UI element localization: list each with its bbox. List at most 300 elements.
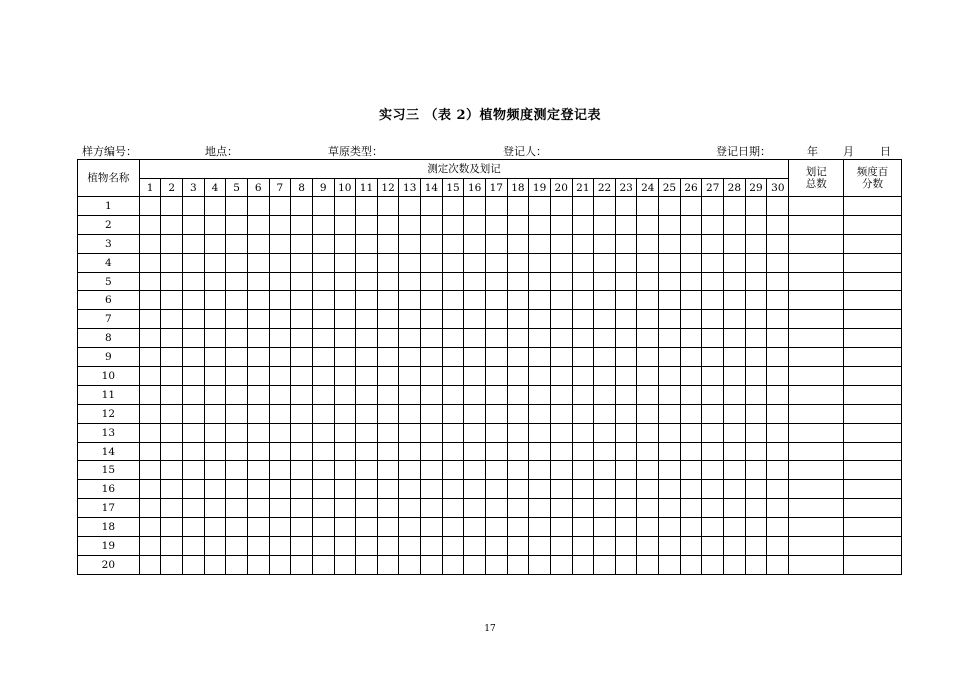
blank-cell <box>226 348 248 367</box>
blank-cell <box>334 329 356 348</box>
blank-cell <box>745 480 767 499</box>
blank-cell <box>139 385 161 404</box>
row-number-cell: 8 <box>78 329 140 348</box>
blank-cell <box>572 404 594 423</box>
row-number-cell: 13 <box>78 423 140 442</box>
blank-cell <box>550 310 572 329</box>
blank-cell <box>724 442 746 461</box>
table-row <box>78 499 902 518</box>
measure-number-cell: 7 <box>269 179 291 197</box>
blank-cell <box>204 423 226 442</box>
row-number-cell: 6 <box>78 291 140 310</box>
blank-cell <box>529 518 551 537</box>
blank-cell <box>291 329 313 348</box>
blank-cell <box>529 310 551 329</box>
blank-cell <box>442 291 464 310</box>
blank-cell <box>226 197 248 216</box>
blank-cell <box>572 499 594 518</box>
blank-cell <box>724 367 746 386</box>
blank-cell <box>767 253 789 272</box>
blank-cell <box>572 385 594 404</box>
blank-cell <box>745 291 767 310</box>
blank-cell <box>680 329 702 348</box>
blank-cell <box>637 423 659 442</box>
blank-cell <box>724 291 746 310</box>
blank-cell <box>183 291 205 310</box>
table-row <box>78 423 902 442</box>
blank-cell <box>334 518 356 537</box>
blank-cell <box>139 461 161 480</box>
blank-cell <box>529 197 551 216</box>
blank-cell <box>594 442 616 461</box>
blank-cell <box>334 385 356 404</box>
blank-cell <box>680 423 702 442</box>
percent-header <box>844 160 902 197</box>
blank-cell <box>464 329 486 348</box>
blank-cell <box>204 348 226 367</box>
blank-cell <box>507 310 529 329</box>
blank-cell <box>594 518 616 537</box>
blank-cell <box>464 423 486 442</box>
blank-cell <box>247 367 269 386</box>
blank-cell <box>442 537 464 556</box>
blank-cell <box>421 272 443 291</box>
blank-cell <box>529 480 551 499</box>
blank-cell <box>291 385 313 404</box>
blank-cell <box>615 215 637 234</box>
blank-cell <box>464 480 486 499</box>
blank-cell <box>139 234 161 253</box>
blank-cell <box>789 367 844 386</box>
blank-cell <box>615 291 637 310</box>
blank-cell <box>702 537 724 556</box>
blank-cell <box>247 197 269 216</box>
blank-cell <box>507 385 529 404</box>
blank-cell <box>183 272 205 291</box>
blank-cell <box>204 537 226 556</box>
blank-cell <box>139 555 161 574</box>
blank-cell <box>789 499 844 518</box>
blank-cell <box>702 329 724 348</box>
blank-cell <box>269 310 291 329</box>
blank-cell <box>377 253 399 272</box>
blank-cell <box>464 442 486 461</box>
blank-cell <box>724 555 746 574</box>
blank-cell <box>680 480 702 499</box>
blank-cell <box>572 367 594 386</box>
blank-cell <box>247 329 269 348</box>
blank-cell <box>334 215 356 234</box>
blank-cell <box>844 234 902 253</box>
location-label: 地点： <box>205 145 238 158</box>
blank-cell <box>399 253 421 272</box>
blank-cell <box>247 291 269 310</box>
blank-cell <box>680 215 702 234</box>
blank-cell <box>844 423 902 442</box>
blank-cell <box>529 555 551 574</box>
blank-cell <box>507 461 529 480</box>
blank-cell <box>421 234 443 253</box>
blank-cell <box>226 253 248 272</box>
blank-cell <box>269 499 291 518</box>
row-number-cell: 9 <box>78 348 140 367</box>
blank-cell <box>269 518 291 537</box>
blank-cell <box>226 310 248 329</box>
blank-cell <box>291 215 313 234</box>
blank-cell <box>312 404 334 423</box>
blank-cell <box>615 253 637 272</box>
measure-number-cell: 22 <box>594 179 616 197</box>
blank-cell <box>485 442 507 461</box>
blank-cell <box>507 272 529 291</box>
blank-cell <box>507 234 529 253</box>
blank-cell <box>844 537 902 556</box>
blank-cell <box>767 215 789 234</box>
blank-cell <box>356 555 378 574</box>
blank-cell <box>529 442 551 461</box>
blank-cell <box>291 461 313 480</box>
blank-cell <box>767 310 789 329</box>
blank-cell <box>247 555 269 574</box>
page-title: 实习三 （表 2）植物频度测定登记表 <box>378 108 602 123</box>
blank-cell <box>291 480 313 499</box>
blank-cell <box>183 367 205 386</box>
blank-cell <box>247 310 269 329</box>
blank-cell <box>139 348 161 367</box>
blank-cell <box>745 234 767 253</box>
blank-cell <box>680 367 702 386</box>
blank-cell <box>226 234 248 253</box>
blank-cell <box>594 385 616 404</box>
blank-cell <box>421 423 443 442</box>
blank-cell <box>183 385 205 404</box>
blank-cell <box>399 234 421 253</box>
blank-cell <box>269 555 291 574</box>
blank-cell <box>594 461 616 480</box>
blank-cell <box>659 310 681 329</box>
blank-cell <box>247 385 269 404</box>
blank-cell <box>615 404 637 423</box>
blank-cell <box>594 291 616 310</box>
blank-cell <box>767 348 789 367</box>
blank-cell <box>161 197 183 216</box>
blank-cell <box>161 442 183 461</box>
blank-cell <box>529 367 551 386</box>
blank-cell <box>745 367 767 386</box>
blank-cell <box>161 480 183 499</box>
blank-cell <box>702 423 724 442</box>
measure-number-cell: 11 <box>356 179 378 197</box>
blank-cell <box>637 215 659 234</box>
blank-cell <box>269 291 291 310</box>
blank-cell <box>724 197 746 216</box>
blank-cell <box>312 442 334 461</box>
blank-cell <box>507 329 529 348</box>
blank-cell <box>421 197 443 216</box>
blank-cell <box>680 310 702 329</box>
blank-cell <box>789 385 844 404</box>
blank-cell <box>572 442 594 461</box>
blank-cell <box>637 234 659 253</box>
blank-cell <box>659 215 681 234</box>
measure-number-cell: 6 <box>247 179 269 197</box>
blank-cell <box>529 291 551 310</box>
blank-cell <box>442 385 464 404</box>
blank-cell <box>659 291 681 310</box>
table-row <box>78 461 902 480</box>
measure-number-cell: 24 <box>637 179 659 197</box>
total-header-line-2: 总数 <box>805 178 827 190</box>
blank-cell <box>399 499 421 518</box>
blank-cell <box>226 291 248 310</box>
blank-cell <box>377 461 399 480</box>
blank-cell <box>269 272 291 291</box>
blank-cell <box>183 461 205 480</box>
blank-cell <box>745 461 767 480</box>
blank-cell <box>615 518 637 537</box>
blank-cell <box>161 555 183 574</box>
blank-cell <box>399 329 421 348</box>
blank-cell <box>226 518 248 537</box>
blank-cell <box>702 518 724 537</box>
blank-cell <box>767 480 789 499</box>
blank-cell <box>745 423 767 442</box>
blank-cell <box>702 555 724 574</box>
blank-cell <box>507 253 529 272</box>
blank-cell <box>312 197 334 216</box>
blank-cell <box>312 234 334 253</box>
frequency-table <box>77 159 902 575</box>
blank-cell <box>421 310 443 329</box>
blank-cell <box>291 197 313 216</box>
blank-cell <box>269 385 291 404</box>
blank-cell <box>637 461 659 480</box>
blank-cell <box>702 367 724 386</box>
blank-cell <box>767 197 789 216</box>
blank-cell <box>702 215 724 234</box>
blank-cell <box>377 480 399 499</box>
blank-cell <box>442 404 464 423</box>
blank-cell <box>226 461 248 480</box>
blank-cell <box>226 423 248 442</box>
blank-cell <box>291 234 313 253</box>
blank-cell <box>399 480 421 499</box>
blank-cell <box>550 348 572 367</box>
reg-date-label: 登记日期： <box>716 145 771 158</box>
blank-cell <box>529 537 551 556</box>
blank-cell <box>377 518 399 537</box>
blank-cell <box>789 215 844 234</box>
blank-cell <box>399 367 421 386</box>
blank-cell <box>269 537 291 556</box>
blank-cell <box>421 518 443 537</box>
blank-cell <box>356 310 378 329</box>
blank-cell <box>183 215 205 234</box>
blank-cell <box>529 499 551 518</box>
blank-cell <box>161 499 183 518</box>
blank-cell <box>356 499 378 518</box>
blank-cell <box>356 404 378 423</box>
blank-cell <box>637 272 659 291</box>
blank-cell <box>442 442 464 461</box>
blank-cell <box>680 272 702 291</box>
blank-cell <box>269 442 291 461</box>
blank-cell <box>767 329 789 348</box>
blank-cell <box>377 291 399 310</box>
blank-cell <box>745 442 767 461</box>
blank-cell <box>183 348 205 367</box>
blank-cell <box>377 423 399 442</box>
blank-cell <box>724 310 746 329</box>
blank-cell <box>724 234 746 253</box>
blank-cell <box>572 518 594 537</box>
blank-cell <box>247 404 269 423</box>
blank-cell <box>529 385 551 404</box>
measure-header: 测定次数及划记 <box>139 160 789 179</box>
blank-cell <box>659 518 681 537</box>
blank-cell <box>421 480 443 499</box>
blank-cell <box>399 385 421 404</box>
blank-cell <box>844 272 902 291</box>
blank-cell <box>485 537 507 556</box>
blank-cell <box>702 404 724 423</box>
blank-cell <box>226 272 248 291</box>
blank-cell <box>550 385 572 404</box>
measure-number-cell: 26 <box>680 179 702 197</box>
blank-cell <box>464 555 486 574</box>
blank-cell <box>594 555 616 574</box>
blank-cell <box>247 272 269 291</box>
blank-cell <box>377 367 399 386</box>
blank-cell <box>269 480 291 499</box>
blank-cell <box>844 197 902 216</box>
blank-cell <box>485 215 507 234</box>
measure-number-cell: 19 <box>529 179 551 197</box>
blank-cell <box>247 480 269 499</box>
blank-cell <box>442 423 464 442</box>
blank-cell <box>572 197 594 216</box>
blank-cell <box>204 404 226 423</box>
blank-cell <box>183 499 205 518</box>
blank-cell <box>356 367 378 386</box>
blank-cell <box>291 499 313 518</box>
blank-cell <box>247 537 269 556</box>
blank-cell <box>789 291 844 310</box>
blank-cell <box>399 215 421 234</box>
blank-cell <box>680 518 702 537</box>
blank-cell <box>312 423 334 442</box>
measure-number-cell: 12 <box>377 179 399 197</box>
blank-cell <box>594 253 616 272</box>
blank-cell <box>594 367 616 386</box>
blank-cell <box>550 197 572 216</box>
blank-cell <box>550 367 572 386</box>
blank-cell <box>572 329 594 348</box>
blank-cell <box>421 385 443 404</box>
blank-cell <box>485 555 507 574</box>
blank-cell <box>442 329 464 348</box>
blank-cell <box>269 197 291 216</box>
blank-cell <box>659 348 681 367</box>
measure-number-cell: 13 <box>399 179 421 197</box>
blank-cell <box>204 442 226 461</box>
blank-cell <box>637 253 659 272</box>
blank-cell <box>594 423 616 442</box>
blank-cell <box>767 537 789 556</box>
blank-cell <box>529 404 551 423</box>
blank-cell <box>356 537 378 556</box>
blank-cell <box>356 385 378 404</box>
blank-cell <box>767 461 789 480</box>
measure-number-cell: 5 <box>226 179 248 197</box>
blank-cell <box>356 291 378 310</box>
blank-cell <box>550 234 572 253</box>
blank-cell <box>702 442 724 461</box>
blank-cell <box>247 518 269 537</box>
blank-cell <box>377 404 399 423</box>
blank-cell <box>356 329 378 348</box>
blank-cell <box>615 537 637 556</box>
blank-cell <box>637 480 659 499</box>
blank-cell <box>637 442 659 461</box>
blank-cell <box>442 480 464 499</box>
blank-cell <box>442 310 464 329</box>
blank-cell <box>356 197 378 216</box>
blank-cell <box>844 555 902 574</box>
blank-cell <box>680 555 702 574</box>
blank-cell <box>572 555 594 574</box>
blank-cell <box>702 234 724 253</box>
blank-cell <box>550 423 572 442</box>
blank-cell <box>789 480 844 499</box>
table-row <box>78 291 902 310</box>
blank-cell <box>291 404 313 423</box>
blank-cell <box>767 291 789 310</box>
blank-cell <box>485 367 507 386</box>
blank-cell <box>204 499 226 518</box>
blank-cell <box>572 215 594 234</box>
blank-cell <box>161 367 183 386</box>
grassland-type-label: 草原类型： <box>328 145 383 158</box>
blank-cell <box>161 518 183 537</box>
measure-number-cell: 18 <box>507 179 529 197</box>
blank-cell <box>334 367 356 386</box>
blank-cell <box>485 423 507 442</box>
blank-cell <box>226 499 248 518</box>
blank-cell <box>844 480 902 499</box>
blank-cell <box>745 385 767 404</box>
blank-cell <box>334 442 356 461</box>
blank-cell <box>247 461 269 480</box>
blank-cell <box>334 234 356 253</box>
table-row <box>78 404 902 423</box>
blank-cell <box>572 480 594 499</box>
blank-cell <box>312 272 334 291</box>
blank-cell <box>356 423 378 442</box>
blank-cell <box>269 461 291 480</box>
blank-cell <box>183 329 205 348</box>
blank-cell <box>139 423 161 442</box>
blank-cell <box>767 404 789 423</box>
blank-cell <box>615 310 637 329</box>
blank-cell <box>421 348 443 367</box>
blank-cell <box>291 537 313 556</box>
blank-cell <box>139 291 161 310</box>
blank-cell <box>724 423 746 442</box>
blank-cell <box>550 442 572 461</box>
blank-cell <box>204 291 226 310</box>
blank-cell <box>615 329 637 348</box>
